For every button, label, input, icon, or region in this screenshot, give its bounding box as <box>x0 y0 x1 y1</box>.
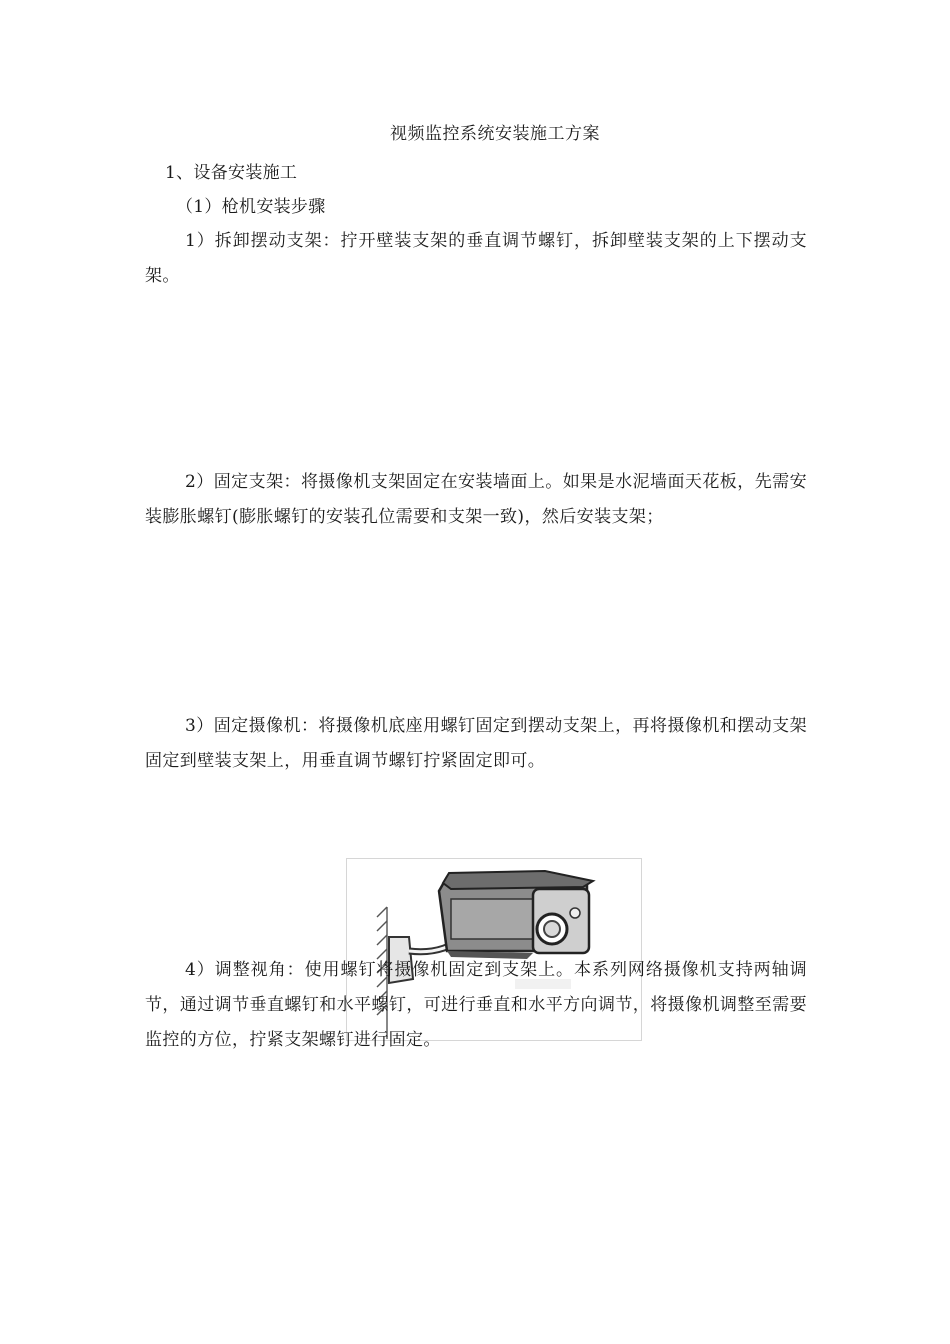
step-2-paragraph: 2）固定支架：将摄像机支架固定在安装墙面上。如果是水泥墙面天花板，先需安装膨胀螺钉(膨胀螺钉的安装孔位需要和支架一致)，然后安装支架； <box>145 472 807 527</box>
section-heading: 1、设备安装施工 <box>165 163 298 183</box>
step-4-paragraph: 4）调整视角：使用螺钉将摄像机固定到支架上。本系列网络摄像机支持两轴调节，通过调节垂直螺钉和水平螺钉，可进行垂直和水平方向调节，将摄像机调整至需要监控的方位，拧紧支架螺钉进行固定。 <box>145 960 807 1050</box>
step-3-paragraph: 3）固定摄像机：将摄像机底座用螺钉固定到摆动支架上，再将摄像机和摆动支架固定到壁装支架上，用垂直调节螺钉拧紧固定即可。 <box>145 716 807 771</box>
subsection-heading: （1）枪机安装步骤 <box>176 197 326 217</box>
step-1-paragraph: 1）拆卸摆动支架：拧开壁装支架的垂直调节螺钉，拆卸壁装支架的上下摆动支架。 <box>145 231 807 286</box>
document-title: 视频监控系统安装施工方案 <box>390 124 600 144</box>
